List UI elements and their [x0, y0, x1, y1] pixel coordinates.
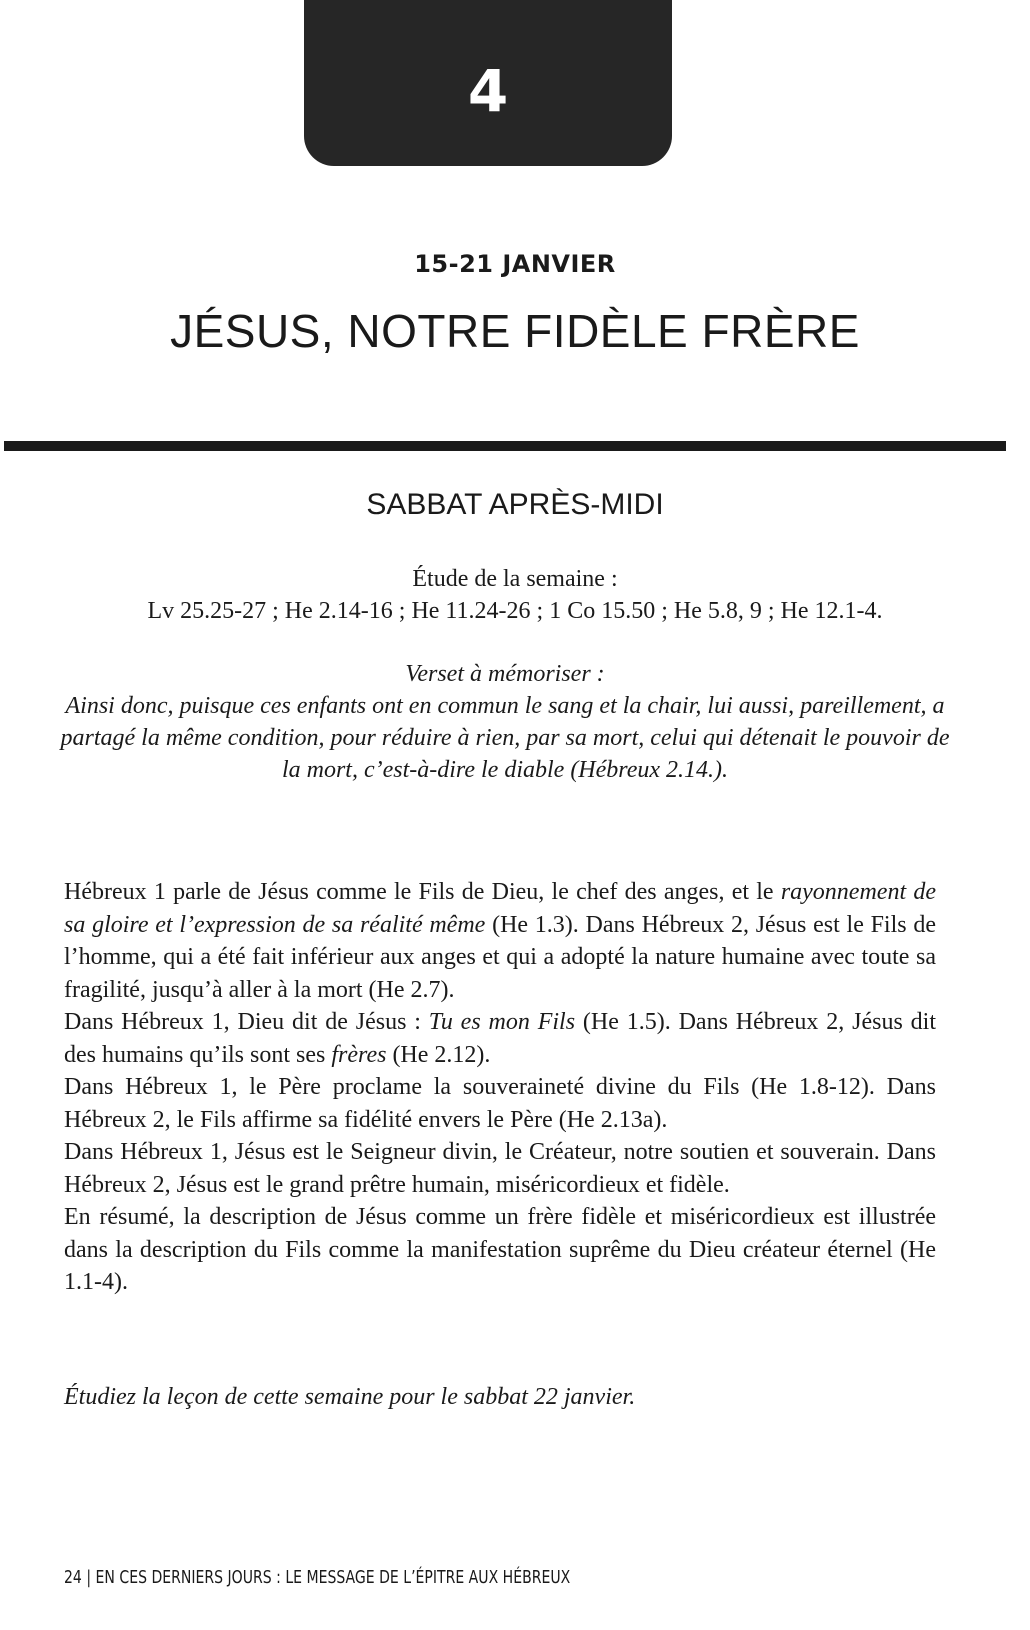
emphasis: Tu es mon Fils [428, 1009, 576, 1035]
memory-verse-block [60, 658, 950, 786]
memory-verse-text: Ainsi donc, puisque ces enfants ont en commun le sang et la chair, lui aussi, pareillement, a partagé la même condition, pour réduire à rien, par sa mort, celui qui détenait le pouvoir de la mort, c’est-à-dire le diable (Hébreux 2.14.). [60, 693, 950, 783]
page-footer [64, 1567, 570, 1588]
lesson-number: 4 [467, 57, 509, 125]
lesson-dates: 15-21 JANVIER [414, 250, 616, 278]
emphasis: frères [331, 1041, 387, 1068]
body-paragraph-3: Dans Hébreux 1, le Père proclame la souveraineté divine du Fils (He 1.8-12). Dans Hébreux 2, le Fils affirme sa fidélité envers le Père (He 2.13a). [64, 1074, 936, 1133]
page-number: 24 [64, 1567, 82, 1588]
memory-verse-label: Verset à mémoriser : [405, 661, 605, 687]
book-title: EN CES DERNIERS JOURS : LE MESSAGE DE L’ÉPITRE AUX HÉBREUX [95, 1567, 571, 1588]
body-paragraph-4: Dans Hébreux 1, Jésus est le Seigneur divin, le Créateur, notre soutien et souverain. Dans Hébreux 2, Jésus est le grand prêtre humain, miséricordieux et fidèle. [64, 1139, 936, 1198]
lesson-body [64, 876, 936, 1299]
body-paragraph-5: En résumé, la description de Jésus comme un frère fidèle et miséricordieux est illustrée dans la description du Fils comme la manifestation suprême du Dieu créateur éternel (He 1.1-4). [64, 1204, 936, 1295]
study-label: Étude de la semaine : [412, 566, 618, 592]
lesson-number-tab [304, 0, 672, 166]
section-heading: SABBAT APRÈS-MIDI [366, 488, 664, 521]
footer-separator: | [86, 1567, 92, 1588]
divider-rule [4, 441, 1006, 451]
page-title: JÉSUS, NOTRE FIDÈLE FRÈRE [170, 305, 860, 357]
emphasis: rayonnement de sa gloire et l’expression de sa réalité même [64, 879, 936, 938]
study-references: Lv 25.25-27 ; He 2.14-16 ; He 11.24-26 ; 1 Co 15.50 ; He 5.8, 9 ; He 12.1-4. [147, 598, 883, 624]
body-paragraph-2: Dans Hébreux 1, Dieu dit de Jésus : Tu es mon Fils (He 1.5). Dans Hébreux 2, Jésus dit des humains qu’ils sont ses frères (He 2.12). [64, 1009, 936, 1068]
body-paragraph-1: Hébreux 1 parle de Jésus comme le Fils de Dieu, le chef des anges, et le rayonnement de sa gloire et l’expression de sa réalité même (He 1.3). Dans Hébreux 2, Jésus est le Fils de l’homme, qui a été fait inférieur aux anges et qui a adopté la nature humaine avec toute sa fragilité, jusqu’à aller à la mort (He 2.7). [64, 879, 937, 1003]
closing-note: Étudiez la leçon de cette semaine pour le sabbat 22 janvier. [64, 1384, 636, 1410]
